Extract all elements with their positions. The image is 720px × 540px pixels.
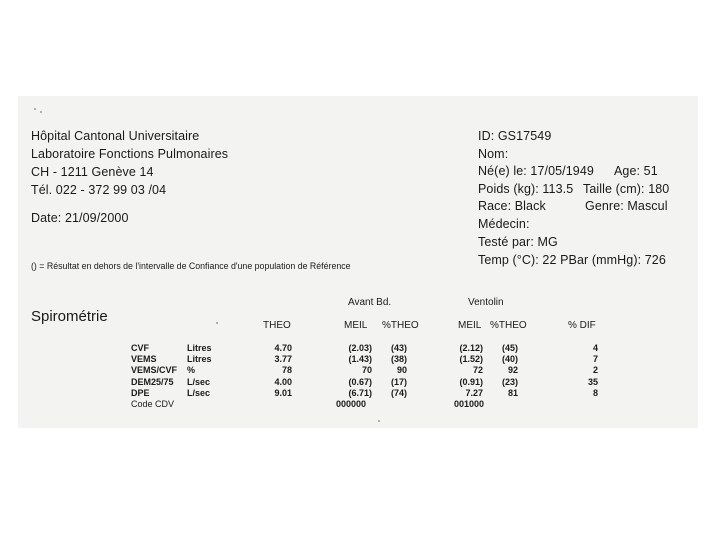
code-ventolin: 001000 (453, 399, 484, 409)
row-theo: 4.70 (274, 343, 292, 353)
patient-race: Race: Black (478, 199, 546, 213)
row-pdif: 2 (592, 365, 598, 375)
row-pdif: 8 (592, 388, 598, 398)
scan-speck (34, 108, 36, 110)
patient-age: Age: 51 (614, 164, 658, 178)
lab-name: Laboratoire Fonctions Pulmonaires (31, 147, 229, 161)
row-name: CVF (131, 343, 149, 353)
patient-genre: Genre: Mascul (585, 199, 668, 213)
row-meil-avant: (0.67) (348, 377, 372, 387)
row-meil-ventolin: (1.52) (459, 354, 483, 364)
row-meil-ventolin: 72 (472, 365, 483, 375)
report-date: Date: 21/09/2000 (31, 211, 129, 225)
row-ptheo-avant: (74) (390, 388, 407, 398)
row-name: VEMS/CVF (131, 365, 178, 375)
row-ptheo-avant: 90 (396, 365, 407, 375)
patient-medecin: Médecin: (478, 217, 530, 231)
row-unit: Litres (187, 343, 212, 353)
scan-speck (40, 111, 42, 113)
patient-weight: Poids (kg): 113.5 (478, 182, 574, 196)
group-header-ventolin: Ventolin (468, 297, 504, 308)
row-pdif: 35 (587, 377, 598, 387)
col-header-theo: THEO (263, 320, 291, 331)
row-ptheo-avant: (38) (390, 354, 407, 364)
hospital-name: Hôpital Cantonal Universitaire (31, 129, 200, 143)
scan-speck (378, 420, 380, 422)
code-avant: 000000 (335, 399, 366, 409)
col-header-ptheo-avant: %THEO (382, 320, 419, 331)
row-name: VEMS (131, 354, 157, 364)
row-theo: 9.01 (274, 388, 292, 398)
row-unit: L/sec (187, 388, 211, 398)
row-name: DEM25/75 (131, 377, 174, 387)
row-ptheo-avant: (17) (390, 377, 407, 387)
row-pdif: 4 (592, 343, 598, 353)
row-ptheo-ventolin: (40) (501, 354, 518, 364)
patient-born: Né(e) le: 17/05/1949 (478, 164, 594, 178)
row-unit: L/sec (187, 377, 211, 387)
hospital-address: CH - 1211 Genève 14 (31, 165, 154, 179)
row-meil-avant: (6.71) (348, 388, 372, 398)
row-meil-ventolin: (0.91) (459, 377, 483, 387)
code-label: Code CDV (131, 399, 175, 409)
row-name: DPE (131, 388, 150, 398)
section-title: Spirométrie (31, 308, 108, 325)
col-header-ptheo-ventolin: %THEO (490, 320, 527, 331)
col-header-meil-ventolin: MEIL (458, 320, 482, 331)
row-meil-ventolin: 7.27 (465, 388, 483, 398)
row-ptheo-ventolin: (23) (501, 377, 518, 387)
row-unit: % (187, 365, 196, 375)
row-meil-avant: 70 (361, 365, 372, 375)
confidence-footnote: () = Résultat en dehors de l'intervalle de Confiance d'une population de Référence (31, 261, 351, 271)
group-header-avant: Avant Bd. (348, 297, 392, 308)
row-theo: 78 (281, 365, 292, 375)
row-ptheo-ventolin: 92 (507, 365, 518, 375)
scan-speck (216, 322, 218, 324)
row-ptheo-ventolin: (45) (501, 343, 518, 353)
row-ptheo-ventolin: 81 (507, 388, 518, 398)
hospital-phone: Tél. 022 - 372 99 03 /04 (31, 183, 167, 197)
row-pdif: 7 (592, 354, 598, 364)
patient-tested-by: Testé par: MG (478, 235, 558, 249)
row-theo: 4.00 (274, 377, 292, 387)
patient-id: ID: GS17549 (478, 129, 552, 143)
patient-temp-pbar: Temp (°C): 22 PBar (mmHg): 726 (478, 253, 666, 267)
row-meil-avant: (1.43) (348, 354, 372, 364)
row-unit: Litres (187, 354, 212, 364)
col-header-pdif: % DIF (568, 320, 596, 331)
row-meil-avant: (2.03) (348, 343, 372, 353)
patient-nom: Nom: (478, 147, 509, 161)
row-meil-ventolin: (2.12) (459, 343, 483, 353)
patient-height: Taille (cm): 180 (583, 182, 670, 196)
col-header-meil-avant: MEIL (344, 320, 368, 331)
row-ptheo-avant: (43) (390, 343, 407, 353)
row-theo: 3.77 (274, 354, 292, 364)
